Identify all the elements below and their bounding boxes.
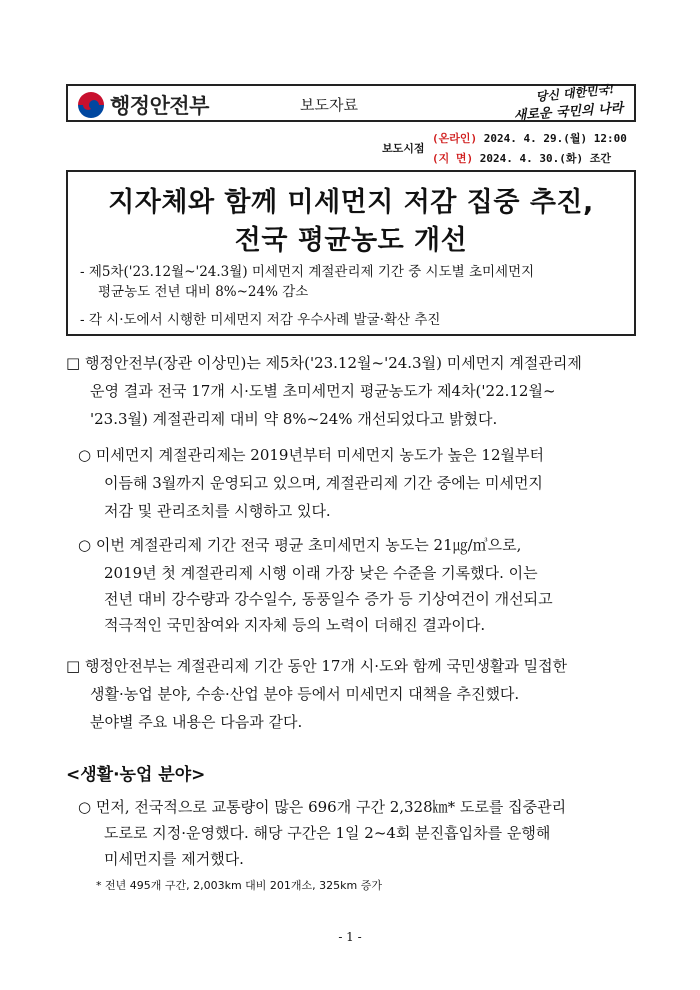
- embargo-label: 보도시점: [382, 142, 425, 155]
- para-3-line-3: 전년 대비 강수량과 강수일수, 동풍일수 증가 등 기상여건이 개선되고: [104, 590, 553, 608]
- para-5-line-3: 미세먼지를 제거했다.: [104, 850, 244, 868]
- title-box: [66, 170, 636, 336]
- ministry-logo: [78, 90, 209, 120]
- para-2-line-3: 저감 및 관리조치를 시행하고 있다.: [104, 502, 331, 520]
- embargo-online: [432, 130, 627, 146]
- summary-item-1-cont: 평균농도 전년 대비 8%~24% 감소: [98, 284, 309, 300]
- online-tag: (온라인): [432, 132, 478, 145]
- header-box: [66, 81, 636, 124]
- title-line-1: 지자체와 함께 미세먼지 저감 집중 추진,: [108, 187, 594, 218]
- embargo-print: [432, 150, 611, 166]
- para-5-line-1: ○ 먼저, 전국적으로 교통량이 많은 696개 구간 2,328㎞* 도로를 집중관리: [78, 798, 567, 816]
- summary-item-1: - 제5차('23.12월~'24.3월) 미세먼지 계절관리제 기간 중 시도별 초미세먼지: [80, 264, 535, 280]
- taegeuk-icon: [78, 92, 104, 118]
- para-3-line-1: ○ 이번 계절관리제 기간 전국 평균 초미세먼지 농도는 21㎍/㎥으로,: [78, 536, 522, 554]
- para-5-line-2: 도로로 지정·운영했다. 해당 구간은 1일 2~4회 분진흡입차를 운행해: [104, 824, 551, 842]
- slogan-line2: 새로운 국민의 나라: [513, 101, 624, 124]
- para-2-line-1: ○ 미세먼지 계절관리제는 2019년부터 미세먼지 농도가 높은 12월부터: [78, 446, 544, 464]
- para-1-line-3: '23.3월) 계절관리제 대비 약 8%~24% 개선되었다고 밝혔다.: [90, 410, 498, 428]
- para-4-line-1: □ 행정안전부는 계절관리제 기간 동안 17개 시·도와 함께 국민생활과 밀접한: [66, 657, 568, 675]
- print-time: 2024. 4. 30.(화) 조간: [479, 152, 611, 165]
- para-3-line-4: 적극적인 국민참여와 지자체 등의 노력이 더해진 결과이다.: [104, 616, 486, 634]
- online-time: 2024. 4. 29.(월) 12:00: [483, 132, 627, 145]
- section-heading: <생활·농업 분야>: [66, 765, 206, 785]
- print-tag: (지 면): [432, 152, 474, 165]
- summary-item-2: - 각 시·도에서 시행한 미세먼지 저감 우수사례 발굴·확산 추진: [80, 312, 441, 328]
- footnote: * 전년 495개 구간, 2,003km 대비 201개소, 325km 증가: [96, 879, 382, 892]
- para-4-line-3: 분야별 주요 내용은 다음과 같다.: [90, 713, 303, 731]
- slogan-calligraphy: [506, 80, 636, 124]
- para-3-line-2: 2019년 첫 계절관리제 시행 이래 가장 낮은 수준을 기록했다. 이는: [104, 564, 538, 582]
- para-1-line-2: 운영 결과 전국 17개 시·도별 초미세먼지 평균농도가 제4차('22.12월~: [90, 382, 556, 400]
- para-2-line-2: 이듬해 3월까지 운영되고 있으며, 계절관리제 기간 중에는 미세먼지: [104, 474, 543, 492]
- para-4-line-2: 생활·농업 분야, 수송·산업 분야 등에서 미세먼지 대책을 추진했다.: [90, 685, 520, 703]
- title-line-2: 전국 평균농도 개선: [234, 225, 468, 256]
- ministry-name: 행정안전부: [110, 94, 209, 118]
- page-number: - 1 -: [338, 930, 362, 944]
- para-1-line-1: □ 행정안전부(장관 이상민)는 제5차('23.12월~'24.3월) 미세먼지 계절관리제: [66, 354, 582, 372]
- slogan-line1: 당신 대한민국!: [535, 81, 616, 105]
- release-type: 보도자료: [300, 96, 358, 114]
